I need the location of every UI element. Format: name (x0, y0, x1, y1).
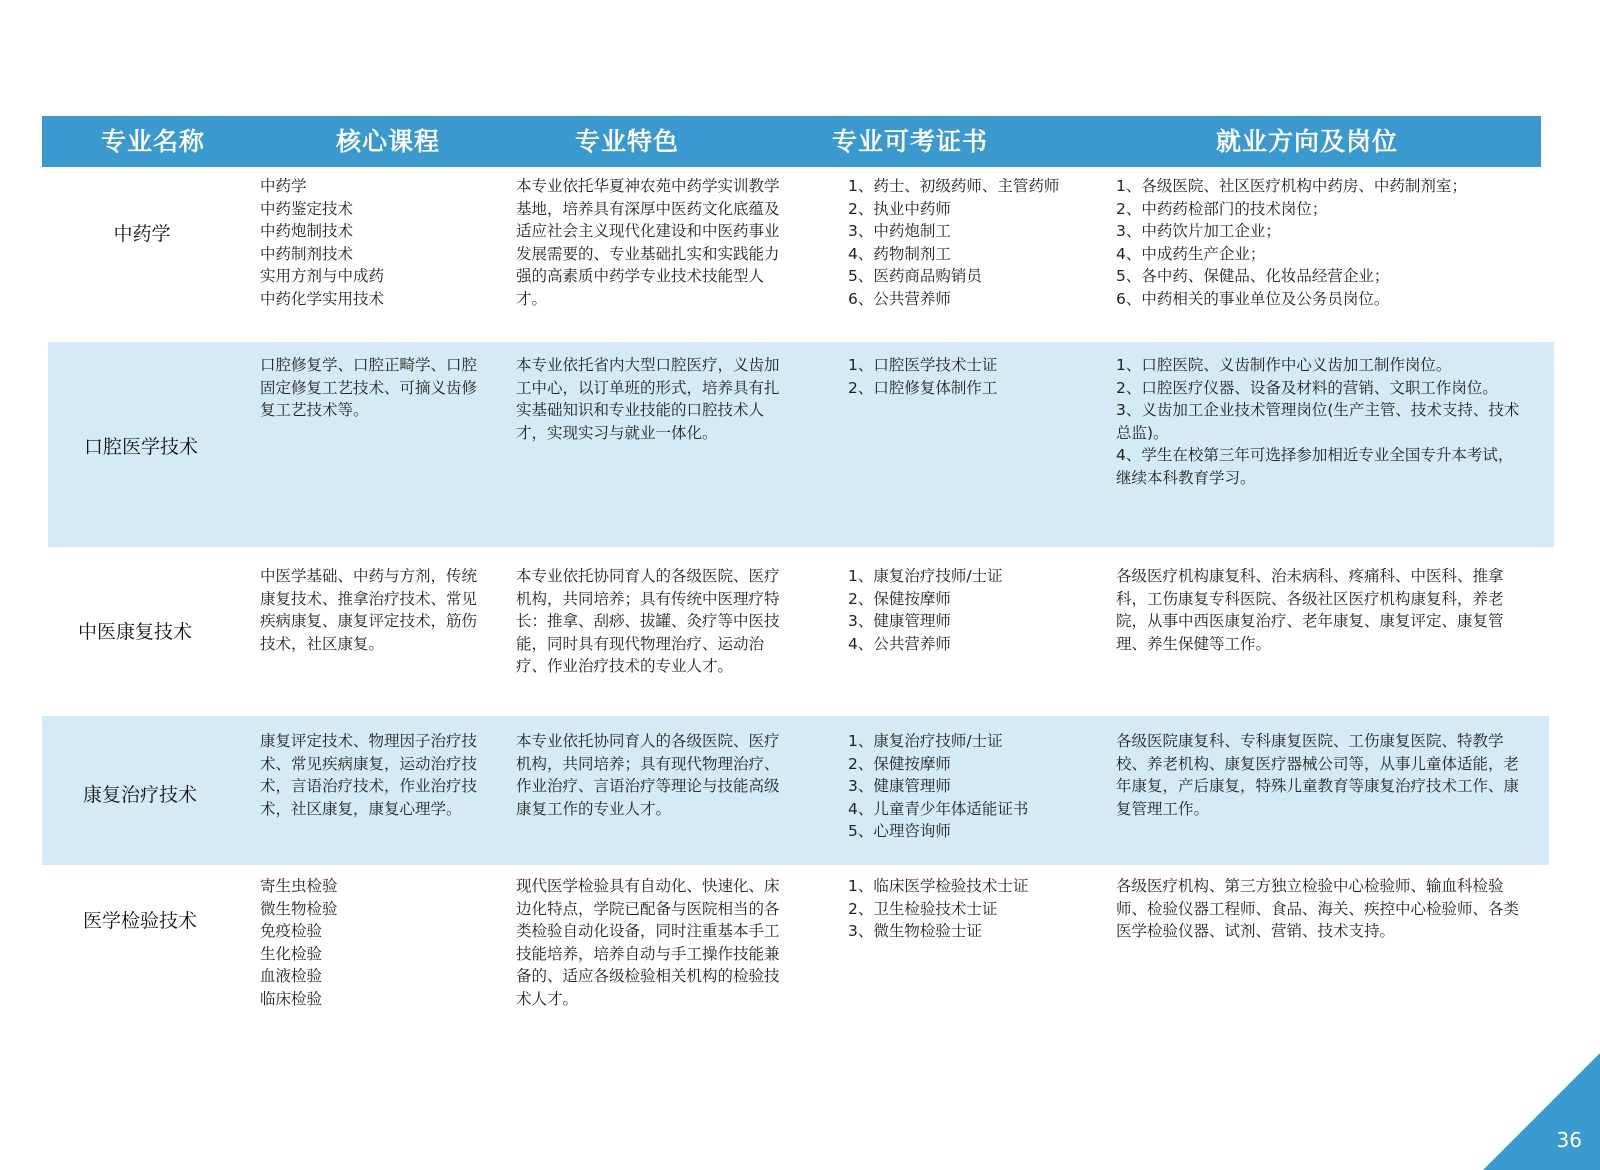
major-name: 医学检验技术 (82, 910, 197, 932)
header-core-courses: 核心课程 (335, 127, 440, 156)
core-courses: 康复评定技术、物理因子治疗技术、常见疾病康复，运动治疗技术，言语治疗技术，作业治疗技术，社区康复，康复心理学。 (260, 732, 478, 818)
table-row (48, 342, 1554, 547)
table-row (42, 555, 1541, 715)
certificates: 1、康复治疗技师/士证 2、保健按摩师 3、健康管理师 4、公共营养师 (848, 567, 1003, 653)
certificates: 1、康复治疗技师/士证 2、保健按摩师 3、健康管理师 4、儿童青少年体适能证书 5、心理咨询师 (848, 732, 1029, 840)
certificates: 1、口腔医学技术士证 2、口腔修复体制作工 (848, 356, 998, 397)
features: 本专业依托协同育人的各级医院、医疗机构，共同培养；具有传统中医理疗特长：推拿、刮痧、拔罐、灸疗等中医技能，同时具有现代物理治疗、运动治疗、作业治疗技术的专业人才。 (516, 567, 780, 675)
features: 本专业依托省内大型口腔医疗，义齿加工中心，以订单班的形式，培养具有扎实基础知识和专业技能的口腔技术人才，实现实习与就业一体化。 (516, 356, 780, 442)
core-courses: 口腔修复学、口腔正畸学、口腔固定修复工艺技术、可摘义齿修复工艺技术等。 (260, 356, 478, 419)
core-courses: 中医学基础、中药与方剂，传统康复技术、推拿治疗技术、常见疾病康复、康复评定技术，筋伤技术，社区康复。 (260, 567, 478, 653)
header-jobs: 就业方向及岗位 (1215, 127, 1398, 156)
features: 现代医学检验具有自动化、快速化、床边化特点，学院已配备与医院相当的各类检验自动化设备，同时注重基本手工技能培养，培养自动与手工操作技能兼备的、适应各级检验相关机构的检验技术人才。 (516, 877, 780, 1008)
page-number: 36 (1556, 1128, 1582, 1152)
table-row (42, 167, 1541, 337)
features: 本专业依托协同育人的各级医院、医疗机构，共同培养；具有现代物理治疗、作业治疗、言语治疗等理论与技能高级康复工作的专业人才。 (516, 732, 780, 818)
table-row (42, 870, 1541, 1020)
header-major-name: 专业名称 (100, 127, 205, 156)
core-courses: 寄生虫检验 微生物检验 免疫检验 生化检验 血液检验 临床检验 (260, 877, 338, 1008)
major-name: 口腔医学技术 (83, 436, 198, 458)
features: 本专业依托华夏神农苑中药学实训教学基地，培养具有深厚中医药文化底蕴及适应社会主义现代化建设和中医药事业发展需要的、专业基础扎实和实践能力强的高素质中药学专业技术技能型人才。 (516, 177, 780, 308)
major-name: 中医康复技术 (77, 621, 192, 643)
corner-decoration (1483, 1053, 1600, 1170)
jobs: 各级医疗机构、第三方独立检验中心检验师、输血科检验师、检验仪器工程师、食品、海关、疾控中心检验师、各类医学检验仪器、试剂、营销、技术支持。 (1116, 877, 1520, 940)
header-features: 专业特色 (574, 127, 679, 156)
major-name: 中药学 (113, 223, 171, 245)
header-certificates: 专业可考证书 (831, 127, 988, 156)
certificates: 1、临床医学检验技术士证 2、卫生检验技术士证 3、微生物检验士证 (848, 877, 1029, 940)
table-header (42, 116, 1541, 167)
core-courses: 中药学 中药鉴定技术 中药炮制技术 中药制剂技术 实用方剂与中成药 中药化学实用技术 (260, 177, 385, 308)
jobs: 各级医院康复科、专科康复医院、工伤康复医院、特教学校、养老机构、康复医疗器械公司等，从事儿童体适能，老年康复，产后康复，特殊儿童教育等康复治疗技术工作、康复管理工作。 (1116, 732, 1520, 818)
jobs: 1、各级医院、社区医疗机构中药房、中药制剂室； 2、中药药检部门的技术岗位； 3、中药饮片加工企业； 4、中成药生产企业； 5、各中药、保健品、化妆品经营企业； 6、中药相关的事业单位及公务员岗位。 (1116, 177, 1467, 308)
table-row (42, 716, 1549, 865)
major-name: 康复治疗技术 (82, 784, 197, 806)
jobs: 各级医疗机构康复科、治未病科、疼痛科、中医科、推拿科，工伤康复专科医院、各级社区医疗机构康复科，养老院，从事中西医康复治疗、老年康复、康复评定、康复管理、养生保健等工作。 (1116, 567, 1504, 653)
jobs: 1、口腔医院、义齿制作中心义齿加工制作岗位。 2、口腔医疗仪器、设备及材料的营销、文职工作岗位。 3、义齿加工企业技术管理岗位(生产主管、技术支持、技术总监)。 4、学生在校第三年可选择参加相近专业全国专升本考试，继续本科教育学习。 (1116, 356, 1520, 487)
certificates: 1、药士、初级药师、主管药师 2、执业中药师 3、中药炮制工 4、药物制剂工 5、医药商品购销员 6、公共营养师 (848, 177, 1060, 308)
